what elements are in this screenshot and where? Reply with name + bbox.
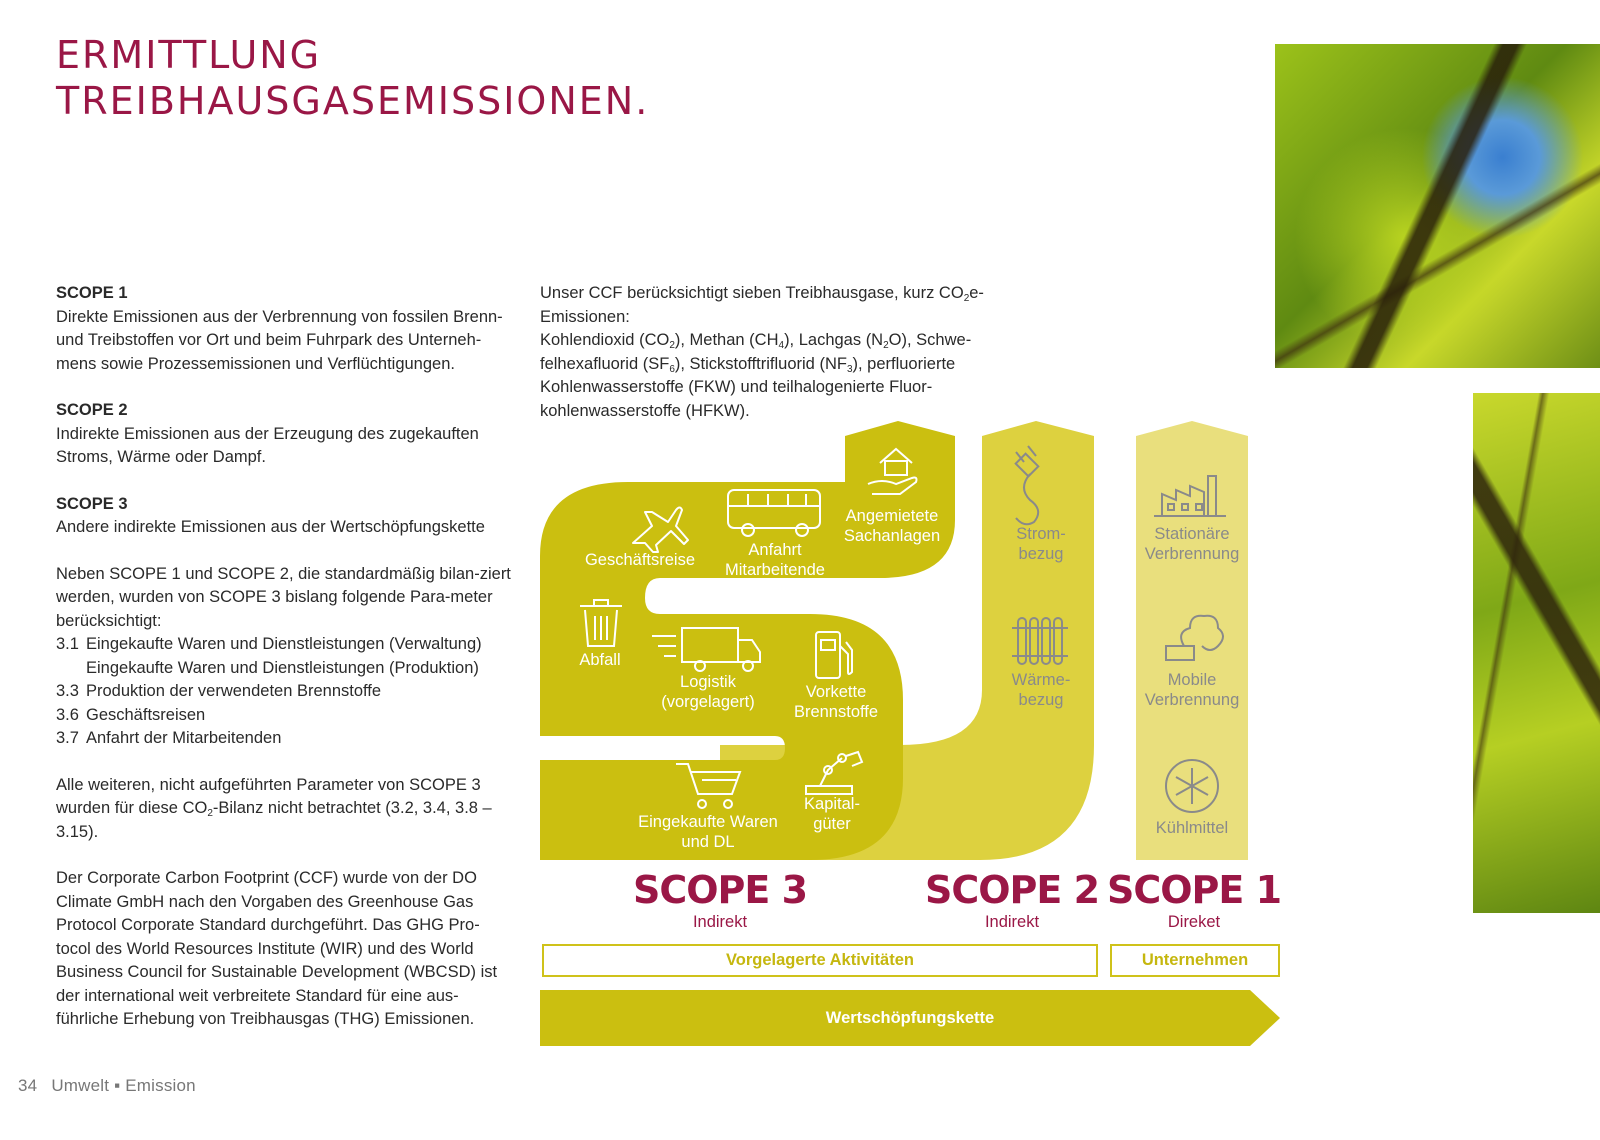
label-waermebezug — [996, 670, 1086, 710]
label-vorkette — [776, 682, 896, 722]
subscript: 2 — [669, 340, 675, 351]
scope2-text: Indirekte Emissionen aus der Erzeugung des zugekauften Stroms, Wärme oder Dampf. — [56, 424, 479, 466]
scope3-label: SCOPE 3 — [632, 868, 808, 912]
text: ), Lachgas (N — [784, 331, 884, 349]
label-line: und DL — [681, 833, 735, 851]
label-mobil — [1136, 670, 1248, 710]
label-line: Kapital- — [804, 795, 860, 813]
subscript: 3 — [846, 363, 853, 375]
subscript: 2 — [207, 808, 213, 819]
subscript: 6 — [669, 363, 675, 375]
label-line: Mobile — [1167, 671, 1217, 689]
label-line: Eingekaufte Waren — [638, 813, 778, 831]
title-line-1: ERMITTLUNG — [56, 33, 322, 77]
text: felhexafluorid (SF — [540, 354, 670, 373]
page-number: 34 — [18, 1076, 38, 1095]
scope3-heading: SCOPE 3 — [56, 494, 128, 513]
label-line: Vorkette — [805, 683, 867, 701]
text: O), Schwe- — [888, 331, 972, 349]
list-item-number: 3.6 — [56, 705, 79, 724]
label-line: Brennstoffe — [793, 703, 879, 721]
label-eingekauft — [628, 812, 788, 852]
label-line: Anfahrt — [748, 541, 802, 559]
gases-line-6: kohlenwasserstoffe (HFKW). — [540, 401, 750, 420]
label-line: bezug — [1018, 545, 1064, 563]
not-considered-text-end: -Bilanz nicht betrachtet (3.2, 3.4, 3.8 – 3.15). — [56, 799, 492, 841]
params-intro: Neben SCOPE 1 und SCOPE 2, die standardmäßig bilan-ziert werden, wurden von SCOPE 3 bislang folgende Para-meter berücksichtigt: — [56, 564, 511, 630]
label-geschaeftsreise: Geschäftsreise — [584, 551, 696, 569]
not-considered-text: Alle weiteren, nicht aufgeführten Parameter von SCOPE 3 wurden für diese CO — [56, 775, 481, 817]
label-kapital — [792, 794, 872, 834]
upstream-activities-box: Vorgelagerte Aktivitäten — [542, 944, 1098, 977]
list-item-text: Geschäftsreisen — [86, 705, 206, 724]
subscript: 2 — [963, 293, 970, 304]
scope2-heading: SCOPE 2 — [56, 401, 128, 419]
text: Unser CCF berücksichtigt sieben Treibhausgase, kurz CO — [540, 284, 964, 302]
company-box: Unternehmen — [1110, 944, 1280, 977]
footer-section: Umwelt ▪ Emission — [51, 1076, 196, 1095]
list-item-text: Produktion der verwendeten Brennstoffe — [86, 682, 382, 700]
scope2-label: SCOPE 2 — [924, 868, 1100, 912]
list-item-text: Eingekaufte Waren und Dienstleistungen (Produktion) — [86, 658, 479, 677]
label-line: Logistik — [680, 673, 736, 691]
title-line-2: TREIBHAUSGASEMISSIONEN. — [56, 79, 650, 123]
label-line: Wärme- — [1011, 671, 1071, 689]
scope1-text: Direkte Emissionen aus der Verbrennung von fossilen Brenn- und Treibstoffen vor Ort und beim Fuhrpark des Unterneh-mens sowie Prozessemissionen und Verflüchtigungen. — [56, 307, 503, 373]
label-line: Stationäre — [1154, 525, 1230, 543]
text: e- — [969, 284, 984, 302]
value-chain-label: Wertschöpfungskette — [825, 1009, 995, 1027]
scope3-sublabel: Indirekt — [692, 913, 748, 931]
label-strombezug — [996, 524, 1086, 564]
ccf-paragraph: Der Corporate Carbon Footprint (CCF) wurde von der DO Climate GmbH nach den Vorgaben des Greenhouse Gas Protocol Corporate Standard durchgeführt. Das GHG Pro-tocol des World Resources Institute (WIR) und des World Business Council for Sustainable Development (WBCSD) ist der international weit verbreitete Standard für eine aus-führliche Erhebung von Treibhausgas (THG) Emissionen. — [56, 869, 498, 1028]
label-stationaer — [1136, 524, 1248, 564]
label-line: bezug — [1018, 691, 1064, 709]
scope1-heading: SCOPE 1 — [56, 284, 128, 302]
gases-line-2: Emissionen: — [540, 307, 630, 326]
scope3-text: Andere indirekte Emissionen aus der Wertschöpfungskette — [56, 518, 485, 536]
label-abfall: Abfall — [579, 651, 621, 669]
label-line: Verbrennung — [1144, 545, 1240, 563]
label-line: güter — [813, 815, 851, 833]
label-kuehlmittel: Kühlmittel — [1155, 819, 1229, 837]
scope2-sublabel: Indirekt — [984, 913, 1040, 931]
list-item-number: 3.3 — [56, 682, 79, 700]
label-line: Strom- — [1016, 525, 1066, 543]
gases-line-5: Kohlenwasserstoffe (FKW) und teilhalogenierte Fluor- — [540, 378, 933, 396]
page-footer — [18, 1076, 196, 1096]
text: ), perfluorierte — [852, 354, 956, 373]
text: ), Stickstofftrifluorid (NF — [674, 354, 847, 373]
subscript: 2 — [883, 340, 889, 351]
label-line: Angemietete — [845, 507, 939, 525]
list-item-number: 3.7 — [56, 729, 79, 747]
list-item-number: 3.1 — [56, 635, 79, 653]
list-item-text: Eingekaufte Waren und Dienstleistungen (Verwaltung) — [86, 635, 482, 653]
label-line: Verbrennung — [1144, 691, 1240, 709]
scope1-sublabel: Direket — [1167, 913, 1221, 931]
label-line: (vorgelagert) — [661, 693, 755, 711]
subscript: 4 — [778, 340, 785, 351]
text: Kohlendioxid (CO — [540, 331, 670, 349]
label-logistik — [648, 672, 768, 712]
label-line: Mitarbeitende — [725, 561, 825, 579]
text: ), Methan (CH — [674, 331, 779, 349]
list-item-text: Anfahrt der Mitarbeitenden — [86, 729, 282, 747]
label-angemietete — [832, 506, 952, 546]
label-anfahrt — [710, 540, 840, 580]
label-line: Sachanlagen — [843, 527, 941, 545]
scope1-label: SCOPE 1 — [1106, 868, 1282, 912]
